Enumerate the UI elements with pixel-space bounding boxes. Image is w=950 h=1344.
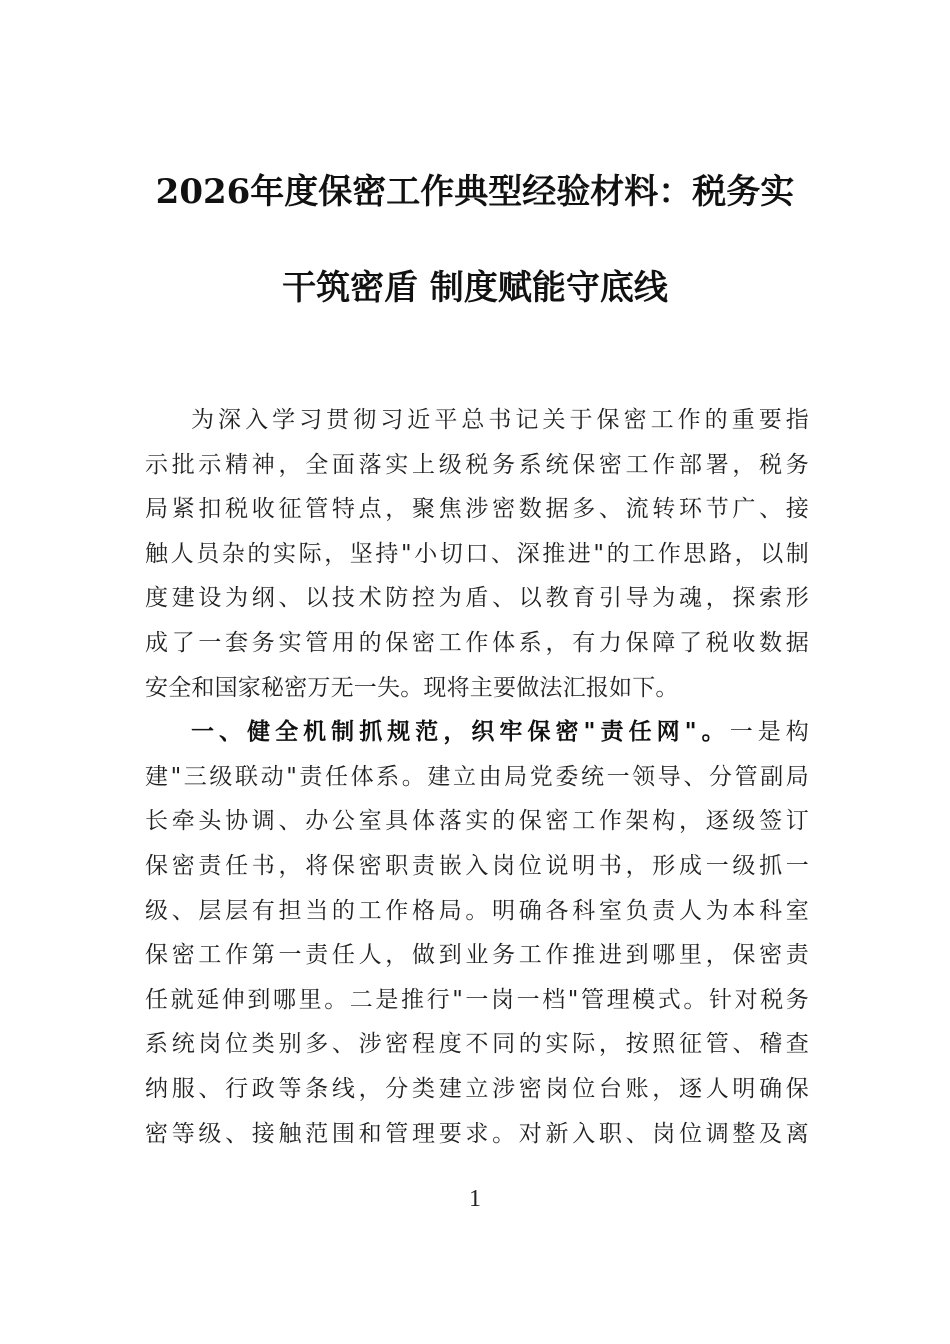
section-heading: 一、健全机制抓规范，织牢保密"责任网"。	[191, 719, 730, 746]
body-line: 成了一套务实管用的保密工作体系，有力保障了税收数据	[145, 629, 809, 656]
body-line: 保密责任书，将保密职责嵌入岗位说明书，形成一级抓一	[145, 852, 809, 879]
body-line: 为深入学习贯彻习近平总书记关于保密工作的重要指	[191, 407, 809, 433]
document-title-line-1: 2026年度保密工作典型经验材料：税务实	[155, 172, 795, 212]
body-line: 保密工作第一责任人，做到业务工作推进到哪里，保密责	[145, 942, 809, 969]
section-heading-line	[145, 710, 809, 755]
body-line: 安全和国家秘密万无一失。现将主要做法汇报如下。	[145, 674, 679, 701]
body-line: 示批示精神，全面落实上级税务系统保密工作部署，税务	[145, 451, 809, 478]
page-number: 1	[469, 1186, 481, 1212]
section-heading-line-rest: 一是构	[729, 719, 809, 746]
body-line: 局紧扣税收征管特点，聚焦涉密数据多、流转环节广、接	[145, 496, 809, 523]
document-title-line-2: 干筑密盾 制度赋能守底线	[282, 268, 668, 308]
body-line: 系统岗位类别多、涉密程度不同的实际，按照征管、稽查	[145, 1031, 809, 1058]
body-line: 任就延伸到哪里。二是推行"一岗一档"管理模式。针对税务	[145, 986, 809, 1013]
body-line: 建"三级联动"责任体系。建立由局党委统一领导、分管副局	[145, 763, 809, 790]
body-line: 密等级、接触范围和管理要求。对新入职、岗位调整及离	[145, 1120, 809, 1147]
document-body	[145, 398, 809, 1156]
body-line: 长牵头协调、办公室具体落实的保密工作架构，逐级签订	[145, 808, 809, 835]
body-line: 级、层层有担当的工作格局。明确各科室负责人为本科室	[145, 897, 809, 924]
body-line: 纳服、行政等条线，分类建立涉密岗位台账，逐人明确保	[145, 1075, 809, 1102]
body-line: 触人员杂的实际，坚持"小切口、深推进"的工作思路，以制	[145, 540, 809, 567]
body-line: 度建设为纲、以技术防控为盾、以教育引导为魂，探索形	[145, 585, 809, 612]
